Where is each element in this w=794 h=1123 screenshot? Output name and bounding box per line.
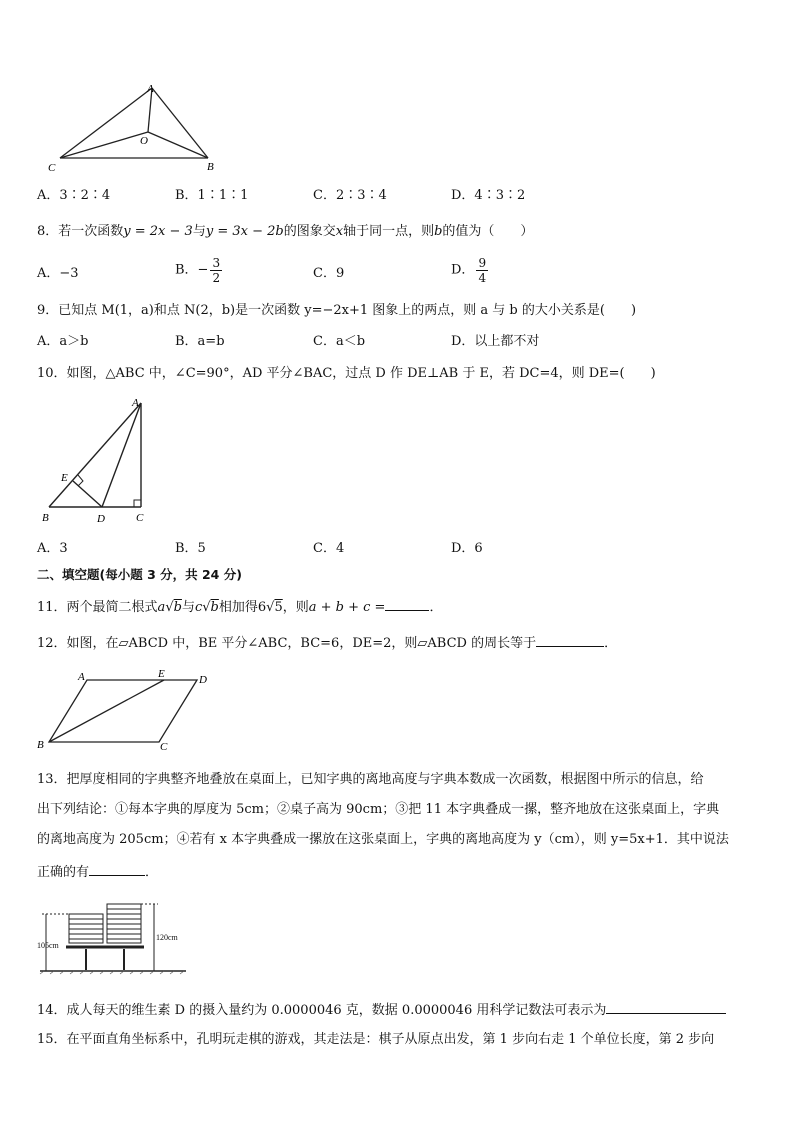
q10-option-b: B．5 [175, 541, 206, 556]
q13-label-105cm: 105cm [37, 941, 59, 950]
q12-parallelogram-figure [34, 668, 219, 754]
q10-label-c: C [136, 512, 144, 524]
q7-label-a: A [147, 83, 154, 95]
q7-label-c: C [48, 162, 56, 174]
q13-line-4: 正确的有 ． [37, 862, 158, 883]
q12-question: 12．如图，在▱ABCD 中，BE 平分∠ABC，BC=6，DE=2，则▱ABCD 的周长等于 ． [37, 633, 617, 654]
q11-question: 11．两个最简二根式a√b与c√b相加得6√5，则a + b + c = ． [37, 597, 442, 618]
q8-question: 8．若一次函数y = 2x − 3与y = 3x − 2b的图象交x轴于同一点，则b的值为（ ） [37, 224, 534, 239]
q7-option-b: B．1∶1∶1 [175, 188, 249, 203]
q10-option-a: A．3 [37, 541, 68, 556]
q12-label-a: A [78, 671, 85, 683]
q10-question: 10．如图，△ABC 中，∠C=90°，AD 平分∠BAC，过点 D 作 DE⊥AB 于 E，若 DC=4，则 DE=( ) [37, 366, 656, 381]
q13-line-3: 的离地高度为 205cm；④若有 x 本字典叠成一摞放在这张桌面上，字典的离地高度为 y（cm），则 y=5x+1．其中说法 [37, 832, 729, 847]
q10-label-d: D [97, 513, 105, 525]
q14-question: 14．成人每天的维生素 D 的摄入量约为 0.0000046 克，数据 0.0000046 用科学记数法可表示为 [37, 1000, 726, 1021]
q8-option-c: C．9 [313, 266, 345, 281]
q13-label-120cm: 120cm [156, 933, 178, 942]
q12-label-c: C [160, 741, 168, 753]
q7-option-a: A．3∶2∶4 [37, 188, 111, 203]
q10-label-b: B [42, 512, 49, 524]
q13-line-1: 13．把厚度相同的字典整齐地叠放在桌面上，已知字典的离地高度与字典本数成一次函数，根据图中所示的信息，给 [37, 772, 704, 787]
q10-option-c: C．4 [313, 541, 345, 556]
q9-option-a: A．a＞b [37, 334, 89, 349]
q8-option-d: D． $\frac{9}{4}$ [451, 256, 487, 285]
q7-label-b: B [207, 161, 214, 173]
q10-triangle-figure [36, 393, 156, 528]
q10-label-a: A [132, 397, 139, 409]
q12-answer-blank[interactable] [536, 633, 604, 647]
q11-answer-blank[interactable] [385, 597, 429, 611]
q8-option-b: B．− $\frac{3}{2}$ [175, 256, 221, 285]
q12-label-e: E [158, 668, 165, 680]
q7-triangle-figure [40, 80, 230, 175]
q10-option-d: D．6 [451, 541, 483, 556]
q9-option-b: B．a=b [175, 334, 225, 349]
q13-line-2: 出下列结论：①每本字典的厚度为 5cm；②桌子高为 90cm；③把 11 本字典叠成一摞，整齐地放在这张桌面上，字典 [37, 802, 720, 817]
q9-option-d: D．以上都不对 [451, 334, 540, 349]
q7-option-c: C．2∶3∶4 [313, 188, 387, 203]
q15-question: 15．在平面直角坐标系中，孔明玩走棋的游戏，其走法是：棋子从原点出发，第 1 步向右走 1 个单位长度，第 2 步向 [37, 1032, 715, 1047]
q14-answer-blank[interactable] [606, 1000, 726, 1014]
section-heading: 二、填空题(每小题 3 分，共 24 分) [37, 567, 242, 582]
q13-answer-blank[interactable] [89, 862, 145, 876]
q7-label-o: O [140, 135, 148, 147]
q10-label-e: E [61, 472, 68, 484]
q9-option-c: C．a＜b [313, 334, 366, 349]
q13-dictionary-figure [36, 898, 196, 978]
q12-label-d: D [199, 674, 207, 686]
q8-option-a: A．−3 [37, 266, 79, 281]
q12-label-b: B [37, 739, 44, 751]
q7-option-d: D．4∶3∶2 [451, 188, 526, 203]
q9-question: 9．已知点 M(1，a)和点 N(2，b)是一次函数 y=−2x+1 图象上的两点，则 a 与 b 的大小关系是( ) [37, 303, 637, 318]
